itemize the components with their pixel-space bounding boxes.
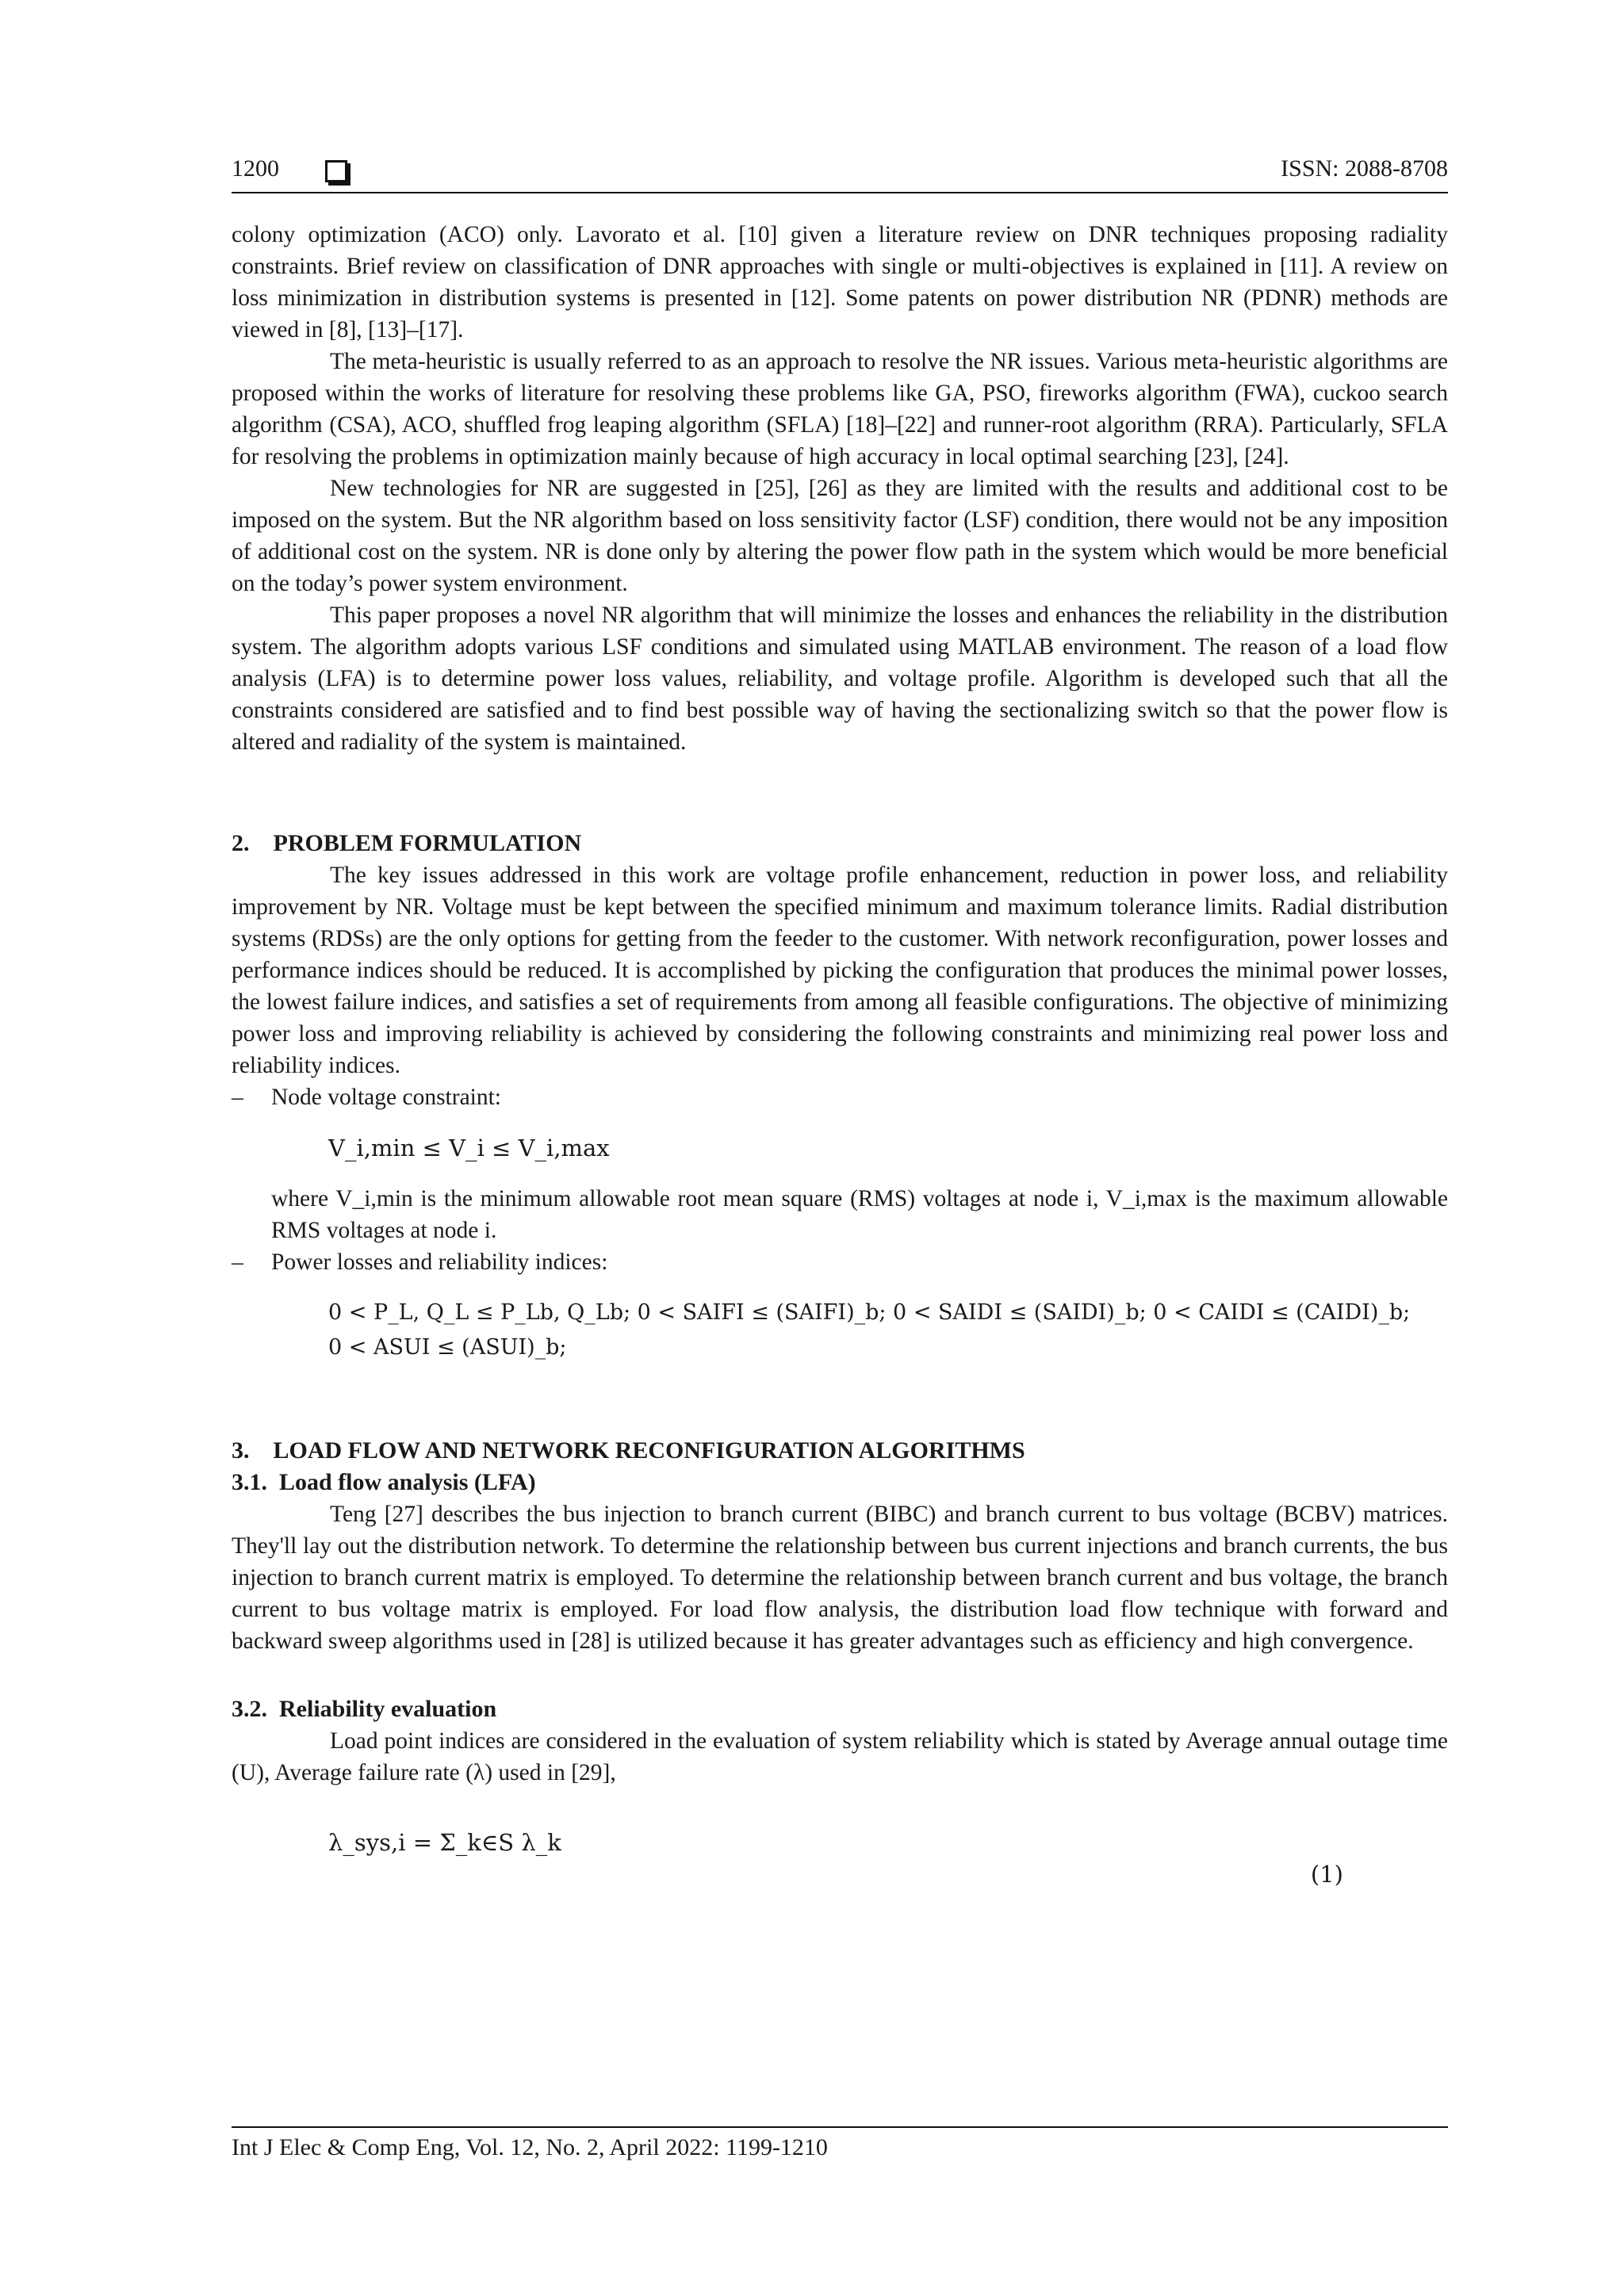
section-3-heading: 3. LOAD FLOW AND NETWORK RECONFIGURATION ALGORITHMS	[232, 1437, 1025, 1464]
bullet-power-losses: – Power losses and reliability indices:	[232, 1246, 1448, 1278]
subsection-3-2-paragraph: Load point indices are considered in the evaluation of system reliability which is stated by Average annual outage time (U), Average failure rate (λ) used in [29],	[232, 1728, 1448, 1785]
subsection-3-1-paragraph: Teng [27] describes the bus injection to branch current (BIBC) and branch current to bus voltage (BCBV) matrices. They'll lay out the distribution network. To determine the relationship between bus current injections and branch currents, the bus injection to branch current matrix is employed. To determine the relationship between branch current and bus voltage, the branch current to bus voltage matrix is employed. For load flow analysis, the distribution load flow technique with forward and backward sweep algorithms used in [28] is utilized because it has greater advantages such as efficiency and high convergence.	[232, 1502, 1448, 1654]
dash-icon: –	[232, 1085, 243, 1110]
square-bullet-icon	[325, 160, 347, 182]
header-rule	[232, 192, 1448, 193]
equation-1-number: (1)	[1310, 1861, 1343, 1888]
section-2-heading: 2. PROBLEM FORMULATION	[232, 830, 582, 856]
equation-indices-line-2: 0 < ASUI ≤ (ASUI)_b;	[328, 1335, 567, 1360]
page-number: 1200	[232, 155, 279, 182]
footer-rule	[232, 2126, 1448, 2128]
equation-indices-line-1: 0 < P_L, Q_L ≤ P_Lb, Q_Lb; 0 < SAIFI ≤ (SAIFI)_b; 0 < SAIDI ≤ (SAIDI)_b; 0 < CAIDI ≤ (CAIDI)_b;	[328, 1300, 1411, 1325]
bullet-node-voltage: – Node voltage constraint:	[232, 1081, 1448, 1113]
subsection-3-2-heading: 3.2. Reliability evaluation	[232, 1696, 497, 1722]
dash-icon: –	[232, 1249, 243, 1275]
subsection-3-1-heading: 3.1. Load flow analysis (LFA)	[232, 1469, 536, 1495]
issn: ISSN: 2088-8708	[1281, 155, 1448, 182]
paragraph-intro-2: The meta-heuristic is usually referred to as an approach to resolve the NR issues. Various meta-heuristic algorithms are proposed within the works of literature for resolving these problems like GA, PSO, fireworks algorithm (FWA), cuckoo search algorithm (CSA), ACO, shuffled frog leaping algorithm (SFLA) [18]–[22] and runner-root algorithm (RRA). Particularly, SFLA for resolving the problems in optimization mainly because of high accuracy in local optimal searching [23], [24].	[232, 349, 1448, 469]
where-clause: where V_i,min is the minimum allowable root mean square (RMS) voltages at node i, V_i,max is the maximum allowable RMS voltages at node i.	[271, 1186, 1448, 1243]
running-header	[232, 155, 1448, 190]
section-2-paragraph: The key issues addressed in this work are voltage profile enhancement, reduction in power loss, and reliability improvement by NR. Voltage must be kept between the specified minimum and maximum tolerance limits. Radial distribution systems (RDSs) are the only options for getting from the feeder to the customer. With network reconfiguration, power losses and performance indices should be reduced. It is accomplished by picking the configuration that produces the minimal power losses, the lowest failure indices, and satisfies a set of requirements from among all feasible configurations. The objective of minimizing power loss and improving reliability is achieved by considering the following constraints and minimizing real power loss and reliability indices.	[232, 863, 1448, 1078]
equation-1	[232, 1825, 1448, 1888]
paragraph-intro-1: colony optimization (ACO) only. Lavorato et al. [10] given a literature review on DNR techniques proposing radiality constraints. Brief review on classification of DNR approaches with single or multi-objectives is explained in [11]. A review on loss minimization in distribution systems is presented in [12]. Some patents on power distribution NR (PDNR) methods are viewed in [8], [13]–[17].	[232, 222, 1448, 342]
paragraph-intro-4: This paper proposes a novel NR algorithm that will minimize the losses and enhances the reliability in the distribution system. The algorithm adopts various LSF conditions and simulated using MATLAB environment. The reason of a load flow analysis (LFA) is to determine power loss values, reliability, and voltage profile. Algorithm is developed such that all the constraints considered are satisfied and to find best possible way of having the sectionalizing switch so that the power flow is altered and radiality of the system is maintained.	[232, 603, 1448, 755]
article-body	[232, 219, 1448, 1888]
equation-1-formula: λ_sys,i = Σ_k∈S λ_k	[328, 1829, 561, 1856]
footer-citation: Int J Elec & Comp Eng, Vol. 12, No. 2, April 2022: 1199-1210	[232, 2134, 828, 2160]
equation-node-voltage: V_i,min ≤ V_i ≤ V_i,max	[328, 1135, 610, 1161]
paragraph-intro-3: New technologies for NR are suggested in [25], [26] as they are limited with the results and additional cost to be imposed on the system. But the NR algorithm based on loss sensitivity factor (LSF) condition, there would not be any imposition of additional cost on the system. NR is done only by altering the power flow path in the system which would be more beneficial on the today’s power system environment.	[232, 476, 1448, 596]
